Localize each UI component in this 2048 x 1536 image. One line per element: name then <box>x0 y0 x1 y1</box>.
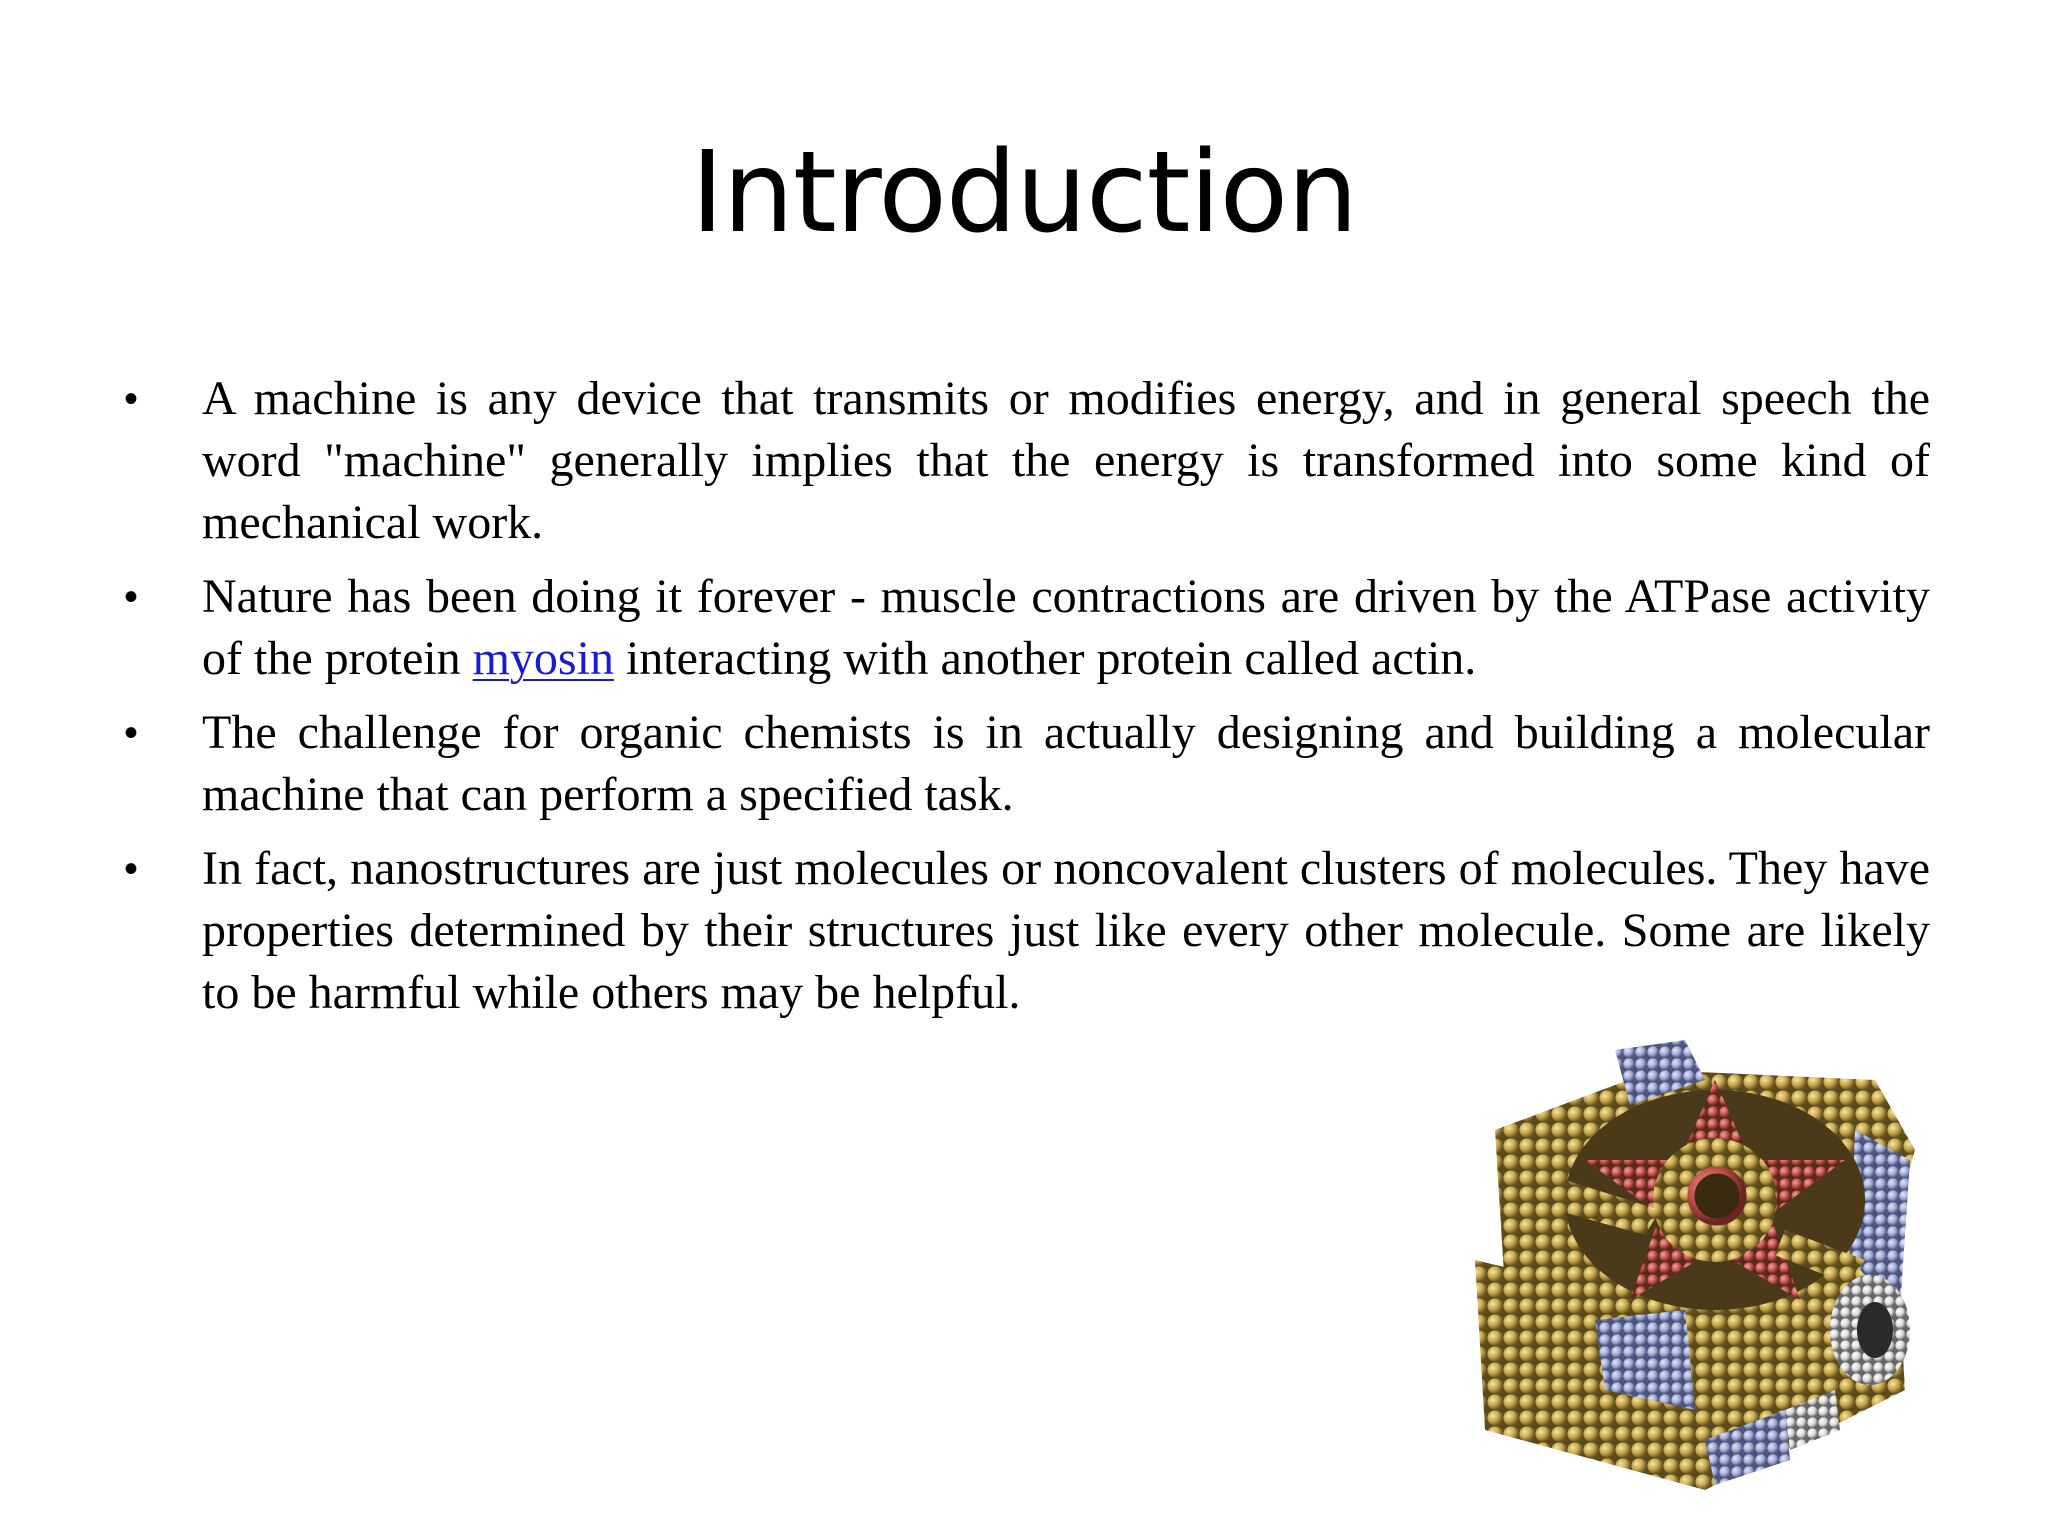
bullet-item-4 <box>120 838 1930 1024</box>
bullet-item-2 <box>120 566 1930 690</box>
slide-title: Introduction <box>690 128 1358 258</box>
bullet-marker: • <box>124 377 139 421</box>
myosin-link[interactable]: myosin <box>472 632 614 685</box>
bullet-text <box>202 566 1930 690</box>
bullet-marker: • <box>124 575 139 619</box>
bullet-marker: • <box>124 847 139 891</box>
bullet-marker: • <box>124 711 139 755</box>
molecular-nanostructure-cube-icon <box>1455 1010 1935 1500</box>
bullet-text-after-link: interacting with another protein called actin. <box>613 632 1477 685</box>
bullet-text-before-link: Nature has been doing it forever - muscle contractions are driven by the ATPase activity of the protein <box>202 570 1930 685</box>
bullet-item-1 <box>120 368 1930 554</box>
bullet-text: A machine is any device that transmits or modifies energy, and in general speech the word "machine" generally implies that the energy is transformed into some kind of mechanical work. <box>202 372 1930 549</box>
bullet-item-3 <box>120 702 1930 826</box>
bullet-list <box>120 368 1930 1036</box>
bullet-text: In fact, nanostructures are just molecules or noncovalent clusters of molecules. They have properties determined by their structures just like every other molecule. Some are likely to be harmful while others may be helpful. <box>202 842 1930 1019</box>
bullet-text: The challenge for organic chemists is in actually designing and building a molecular machine that can perform a specified task. <box>202 706 1930 821</box>
